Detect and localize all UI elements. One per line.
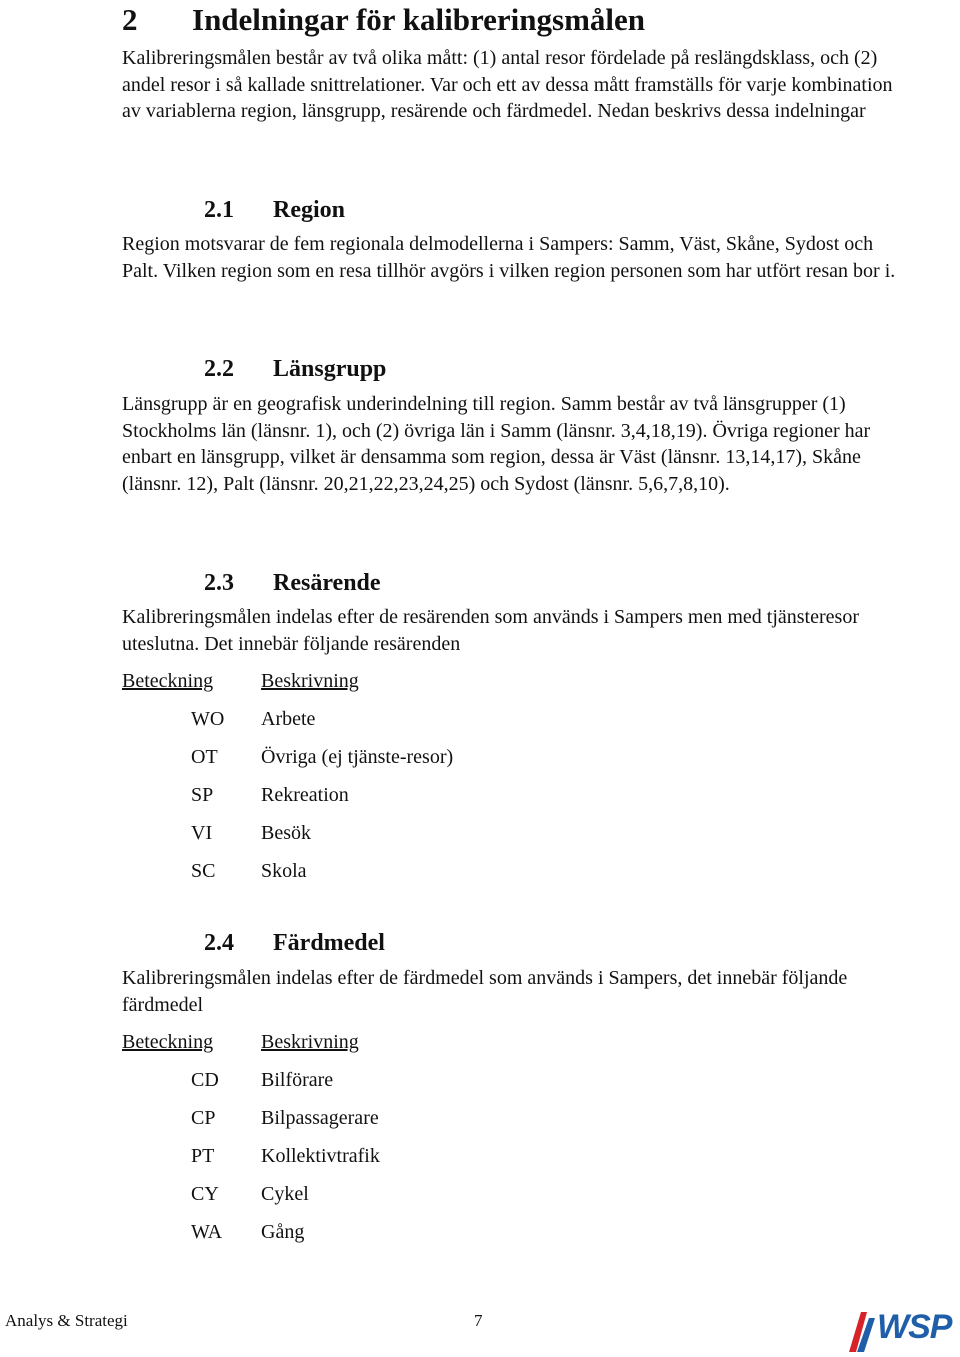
wsp-logo (847, 1308, 957, 1354)
section-text-lansgrupp: Länsgrupp är en geografisk underindelning till region. Samm består av två länsgrupper (1) Stockholms län (länsnr. 1), och (2) övriga län i Samm (länsnr. 3,4,18,19). Övriga regioner har enbart en länsgrupp, vilket är densamma som region, dessa är Väst (länsnr. 13,14,17), Skåne (länsnr. 12), Palt (länsnr. 20,21,22,23,24,25) och Sydost (länsnr. 5,6,7,8,10). (122, 393, 871, 495)
section-title: Region (273, 197, 345, 223)
row-description: Bilpassagerare (261, 1107, 379, 1129)
section-heading-fardmedel (204, 930, 385, 957)
table-header-code: Beteckning (122, 670, 214, 692)
wsp-logo-text: WSP (877, 1308, 952, 1346)
row-description: Övriga (ej tjänste-resor) (261, 746, 454, 768)
row-description: Bilförare (261, 1069, 334, 1091)
row-description: Cykel (261, 1183, 309, 1205)
row-code: SC (191, 860, 216, 882)
section-text-region: Region motsvarar de fem regionala delmodellerna i Sampers: Samm, Väst, Skåne, Sydost och Palt. Vilken region som en resa tillhör avgörs i vilken region personen som har utfört resan bor i. (122, 233, 896, 282)
chapter-title-text: Indelningar för kalibreringsmålen (192, 2, 646, 37)
row-description: Gång (261, 1221, 305, 1243)
row-description: Skola (261, 860, 307, 882)
row-code: CY (191, 1183, 219, 1205)
chapter-number: 2 (122, 2, 138, 37)
row-code: OT (191, 746, 218, 768)
table-header-description: Beskrivning (261, 1031, 359, 1053)
section-title: Länsgrupp (273, 356, 387, 382)
section-title: Resärende (273, 570, 381, 596)
row-code: CP (191, 1107, 216, 1129)
section-heading-region (204, 197, 345, 224)
table-header-code: Beteckning (122, 1031, 214, 1053)
section-number: 2.2 (204, 356, 234, 382)
row-code: CD (191, 1069, 219, 1091)
section-heading-resarende (204, 570, 381, 597)
chapter-title (122, 2, 645, 38)
footer-organization: Analys & Strategi (5, 1311, 128, 1330)
row-description: Arbete (261, 708, 316, 730)
section-number: 2.1 (204, 197, 234, 223)
page-number: 7 (474, 1311, 483, 1330)
row-code: WO (191, 708, 225, 730)
row-code: WA (191, 1221, 223, 1243)
section-number: 2.3 (204, 570, 234, 596)
row-code: PT (191, 1145, 215, 1167)
section-title: Färdmedel (273, 930, 385, 956)
section-number: 2.4 (204, 930, 234, 956)
row-description: Kollektivtrafik (261, 1145, 380, 1167)
section-heading-lansgrupp (204, 356, 386, 383)
section-text-resarende: Kalibreringsmålen indelas efter de resärenden som används i Sampers men med tjänsteresor uteslutna. Det innebär följande resärenden (122, 606, 859, 655)
row-description: Besök (261, 822, 311, 844)
row-code: SP (191, 784, 214, 806)
wsp-logo-mark-icon (847, 1308, 879, 1354)
row-description: Rekreation (261, 784, 349, 806)
chapter-intro: Kalibreringsmålen består av två olika mått: (1) antal resor fördelade på reslängdsklass, och (2) andel resor i så kallade snittrelationer. Var och ett av dessa mått framställs för varje kombination av variablerna region, länsgrupp, resärende och färdmedel. Nedan beskrivs dessa indelningar (122, 47, 893, 122)
row-code: VI (191, 822, 213, 844)
table-header-description: Beskrivning (261, 670, 359, 692)
section-text-fardmedel: Kalibreringsmålen indelas efter de färdmedel som används i Sampers, det innebär följande färdmedel (122, 967, 848, 1016)
page-footer (0, 1300, 960, 1357)
